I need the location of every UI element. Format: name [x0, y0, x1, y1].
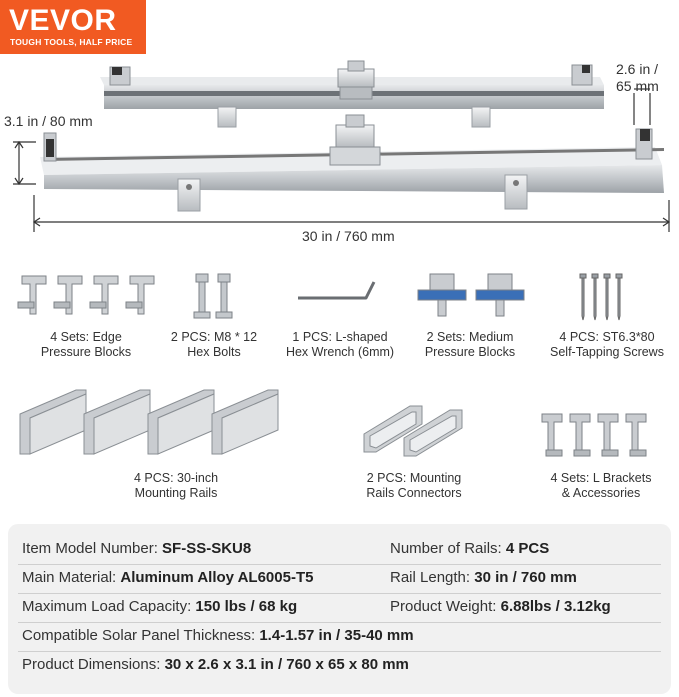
component-caption-edge-blocks: 4 Sets: Edge Pressure Blocks	[40, 330, 132, 359]
length-dimension-line	[34, 195, 669, 232]
height-dimension-line	[13, 142, 36, 184]
mid-clamp-icon	[410, 270, 530, 322]
spec-row-3	[8, 592, 671, 621]
spec-weight: Product Weight: 6.88lbs / 3.12kg	[390, 598, 611, 615]
vevor-logo	[0, 0, 146, 54]
spec-rail-length: Rail Length: 30 in / 760 mm	[390, 569, 577, 586]
spec-product-dimensions: Product Dimensions: 30 x 2.6 x 3.1 in / 760 x 65 x 80 mm	[22, 656, 409, 673]
length-dimension-label: 30 in / 760 mm	[296, 228, 401, 244]
hex-bolt-icon	[186, 272, 242, 324]
spec-panel-thickness: Compatible Solar Panel Thickness: 1.4-1.57 in / 35-40 mm	[22, 627, 414, 644]
specifications-panel	[8, 524, 671, 694]
component-caption-hex-wrench: 1 PCS: L-shaped Hex Wrench (6mm)	[285, 330, 395, 359]
screw-icon	[574, 272, 634, 324]
spec-model: Item Model Number: SF-SS-SKU8	[22, 540, 252, 557]
width-dimension-label: 2.6 in / 65 mm	[616, 61, 659, 94]
brand-tagline: TOUGH TOOLS, HALF PRICE	[10, 37, 133, 47]
component-caption-connectors: 2 PCS: Mounting Rails Connectors	[366, 471, 462, 500]
component-caption-screws: 4 PCS: ST6.3*80 Self-Tapping Screws	[550, 330, 664, 359]
height-dimension-label: 3.1 in / 80 mm	[4, 113, 93, 129]
component-caption-l-brackets: 4 Sets: L Brackets & Accessories	[550, 471, 652, 500]
spec-load-capacity: Maximum Load Capacity: 150 lbs / 68 kg	[22, 598, 298, 615]
spec-material: Main Material: Aluminum Alloy AL6005-T5	[22, 569, 314, 586]
spec-row-1	[8, 534, 671, 563]
component-caption-medium-blocks: 2 Sets: Medium Pressure Blocks	[424, 330, 516, 359]
spec-rails-count: Number of Rails: 4 PCS	[390, 540, 550, 557]
rail-icon	[14, 384, 314, 464]
connector-icon	[360, 400, 470, 460]
brand-name: VEVOR	[9, 4, 117, 37]
component-caption-rails: 4 PCS: 30-inch Mounting Rails	[133, 471, 219, 500]
spec-row-4	[8, 621, 671, 650]
spec-row-5	[8, 650, 671, 679]
front-rail	[40, 115, 664, 211]
hex-wrench-icon	[296, 278, 380, 308]
spec-row-2	[8, 563, 671, 592]
rails-dimension-drawing	[0, 55, 679, 255]
component-caption-hex-bolts: 2 PCS: M8 * 12 Hex Bolts	[170, 330, 258, 359]
l-bracket-icon	[538, 404, 658, 464]
edge-clamp-icon	[14, 268, 164, 324]
